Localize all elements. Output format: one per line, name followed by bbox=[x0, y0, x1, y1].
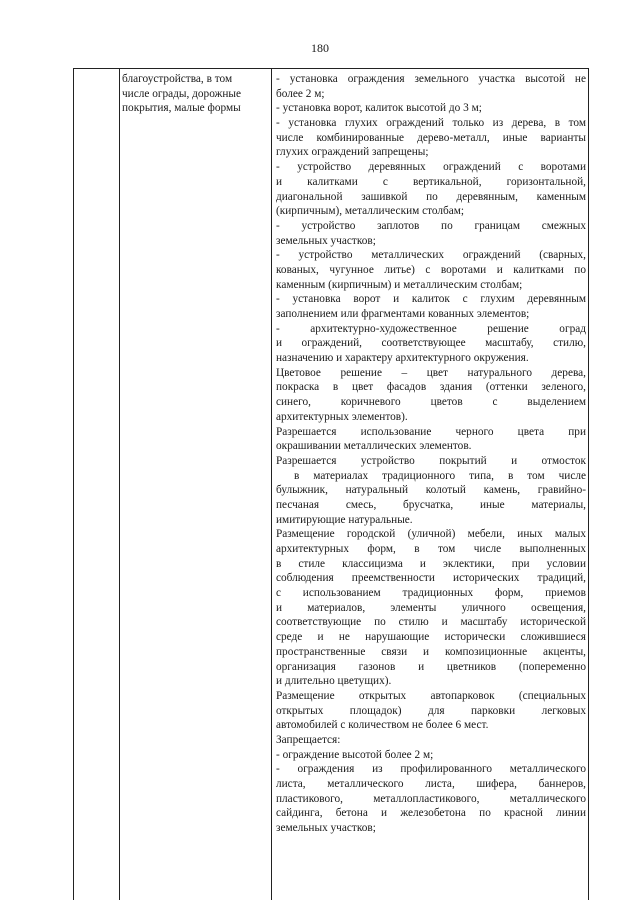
requirement-line: - устройство металлических ограждений (сварных, bbox=[276, 249, 586, 262]
element-name-line: числе ограды, дорожные bbox=[122, 87, 242, 100]
requirement-line: Запрещается: bbox=[276, 733, 341, 746]
requirement-line: каменным (кирпичным) и металлическим столбам; bbox=[276, 278, 523, 291]
element-name-line: покрытия, малые формы bbox=[122, 102, 241, 115]
requirement-line: окрашивании металлических элементов. bbox=[276, 440, 472, 453]
requirement-line: синего, коричневого цветов с выделением bbox=[276, 396, 586, 409]
requirement-line: в материалах традиционного типа, в том числе bbox=[294, 469, 586, 482]
element-name-line: благоустройства, в том bbox=[122, 73, 233, 85]
requirement-line: пространственные связи и композиционные акценты, bbox=[276, 645, 586, 658]
requirement-line: земельных участков; bbox=[276, 822, 376, 835]
requirement-line: - установка ограждения земельного участка высотой не bbox=[276, 73, 586, 85]
requirement-line: - устройство заплотов по границам смежных bbox=[276, 219, 586, 232]
requirement-line: Размещение открытых автопарковок (специальных bbox=[276, 689, 586, 702]
requirement-line: - установка глухих ограждений только из дерева, в том bbox=[276, 117, 586, 130]
column-divider bbox=[271, 69, 272, 900]
requirement-line: назначению и характеру архитектурного окружения. bbox=[276, 352, 529, 365]
requirement-line: архитектурных форм, в том числе выполненных bbox=[276, 543, 586, 555]
requirement-line: пластикового, металлопластикового, металлического bbox=[276, 792, 586, 805]
requirement-line: Размещение городской (уличной) мебели, иных малых bbox=[276, 528, 586, 541]
element-name-cell bbox=[122, 72, 266, 116]
requirement-line: - архитектурно-художественное решение оград bbox=[276, 322, 586, 335]
requirement-line: песчаная смесь, брусчатка, иные материалы, bbox=[276, 498, 586, 511]
requirement-line: Цветовое решение – цвет натурального дерева, bbox=[276, 366, 586, 379]
requirement-line: среде и не нарушающие исторически сложившиеся bbox=[276, 631, 586, 644]
requirement-line: булыжник, натуральный колотый камень, гравийно- bbox=[276, 484, 586, 497]
requirement-line: и материалов, элементы уличного освещения, bbox=[276, 601, 586, 614]
requirement-line: покраска в цвет фасадов здания (оттенки зеленого, bbox=[276, 381, 586, 394]
requirement-line: в стиле классицизма и эклектики, при условии bbox=[276, 557, 586, 570]
requirement-line: - устройство деревянных ограждений с воротами bbox=[276, 161, 586, 174]
requirement-line: Разрешается использование черного цвета при bbox=[276, 425, 586, 438]
requirement-line: и калитками с вертикальной, горизонтальной, bbox=[276, 175, 586, 188]
requirement-line: Разрешается устройство покрытий и отмосток bbox=[276, 454, 586, 467]
requirement-line: (кирпичным), металлическим столбам; bbox=[276, 205, 465, 218]
requirement-line: с использованием традиционных форм, приемов bbox=[276, 587, 586, 600]
requirement-line: - ограждение высотой более 2 м; bbox=[276, 748, 434, 761]
requirement-line: соответствующие по стилю и масштабу исторической bbox=[276, 616, 586, 629]
requirement-line: заполнением или фрагментами кованных элементов; bbox=[276, 308, 530, 320]
requirement-line: более 2 м; bbox=[276, 87, 325, 100]
requirement-line: открытых площадок) для парковки легковых bbox=[276, 704, 586, 717]
requirement-line: имитирующие натуральные. bbox=[276, 513, 413, 526]
requirement-line: земельных участков; bbox=[276, 234, 376, 247]
requirement-line: кованых, чугунное литье) с воротами и калитками по bbox=[276, 263, 586, 276]
requirement-line: автомобилей с количеством не более 6 мест. bbox=[276, 719, 489, 732]
requirement-line: листа, металлического листа, шифера, баннеров, bbox=[276, 778, 586, 790]
requirement-line: соблюдения преемственности исторических традиций, bbox=[276, 572, 586, 585]
requirement-line: числе комбинированные дерево-металл, иные варианты bbox=[276, 131, 586, 144]
requirement-line: организация газонов и цветников (попеременно bbox=[276, 660, 586, 673]
requirement-line: - установка ворот и калиток с глухим деревянным bbox=[276, 293, 586, 306]
requirement-line: диагональной зашивкой по деревянным, каменным bbox=[276, 190, 586, 203]
page-number: 180 bbox=[311, 41, 329, 55]
regulation-table bbox=[73, 68, 589, 900]
requirement-line: глухих ограждений запрещены; bbox=[276, 146, 429, 159]
requirement-line: сайдинга, бетона и железобетона по красной линии bbox=[276, 807, 586, 820]
requirement-line: и длительно цветущих). bbox=[276, 675, 392, 688]
requirement-line: и ограждений, соответствующее масштабу, стилю, bbox=[276, 337, 586, 350]
requirement-line: - установка ворот, калиток высотой до 3 м; bbox=[276, 102, 482, 115]
column-divider bbox=[119, 69, 120, 900]
requirement-line: архитектурных элементов). bbox=[276, 410, 408, 423]
requirement-line: - ограждения из профилированного металлического bbox=[276, 763, 586, 776]
requirements-cell bbox=[276, 72, 586, 836]
